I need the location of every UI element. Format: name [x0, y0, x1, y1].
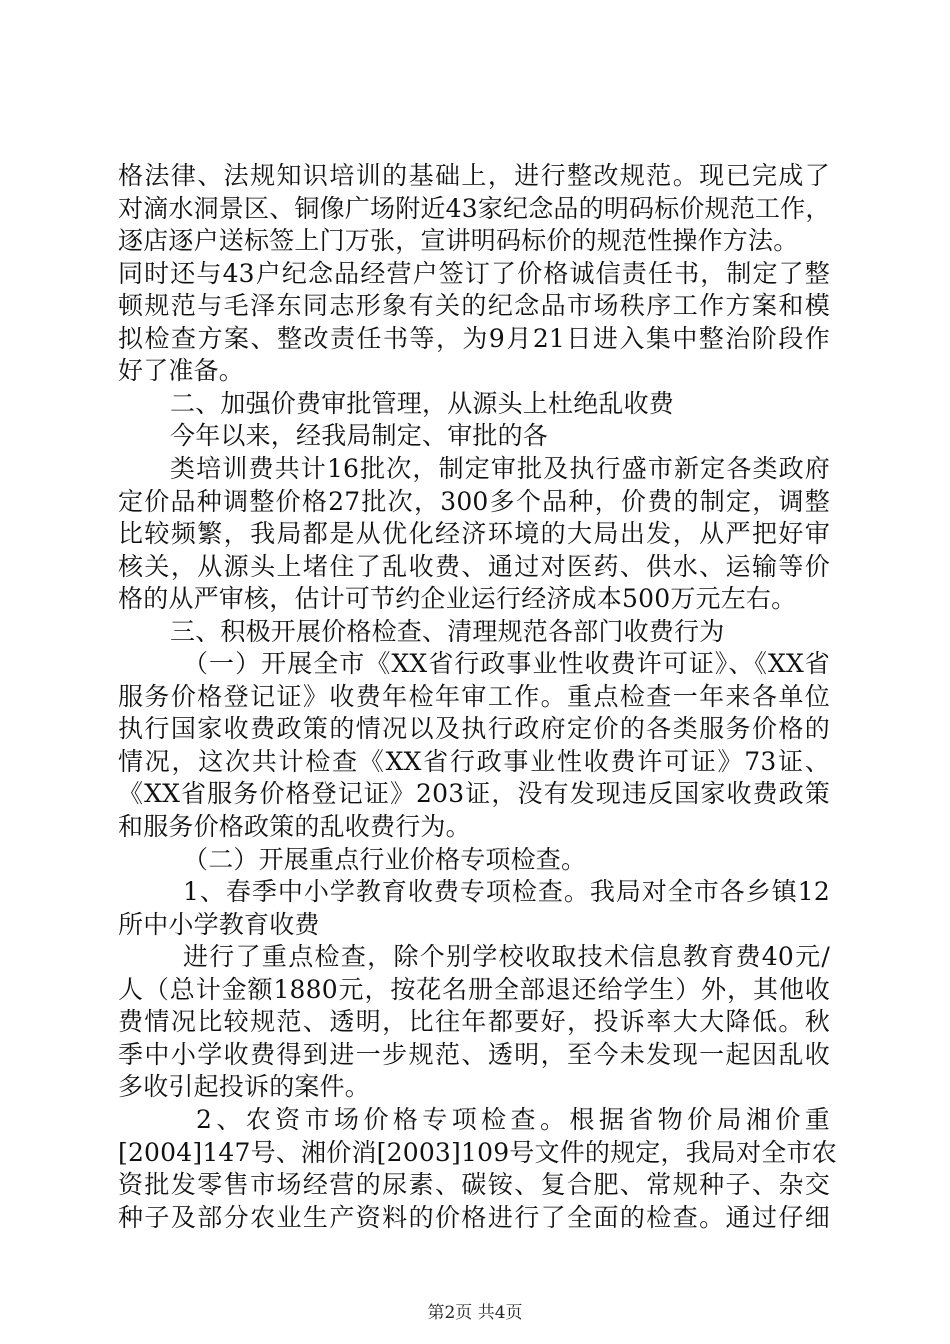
text-line: 进行了重点检查，除个别学校收取技术信息教育费40元/ [183, 942, 830, 971]
text-line: 服务价格登记证》收费年检年审工作。重点检查一年来各单位 [118, 682, 830, 711]
text-line: 今年以来，经我局制定、审批的各 [170, 421, 549, 450]
text-line: （二）开展重点行业价格专项检查。 [183, 845, 587, 874]
text-line: 和服务价格政策的乱收费行为。 [118, 812, 471, 841]
page-footer: 第2页 共4页 [427, 1303, 523, 1323]
text-line: 2、农资市场价格专项检查。根据省物价局湘价重 [196, 1105, 830, 1134]
text-line: 格法律、法规知识培训的基础上，进行整改规范。现已完成了 [118, 161, 830, 190]
text-line: 定价品种调整价格27批次，300多个品种，价费的制定，调整 [118, 487, 830, 516]
text-line: 1、春季中小学教育收费专项检查。我局对全市各乡镇12 [183, 877, 830, 906]
text-line: 对滴水洞景区、铜像广场附近43家纪念品的明码标价规范工作， [118, 194, 831, 223]
text-line: 资批发零售市场经营的尿素、碳铵、复合肥、常规种子、杂交 [118, 1170, 830, 1199]
text-line: 同时还与43户纪念品经营户签订了价格诚信责任书，制定了整 [118, 259, 830, 288]
text-line: 种子及部分农业生产资料的价格进行了全面的检查。通过仔细 [118, 1203, 830, 1232]
text-line: 类培训费共计16批次，制定审批及执行盛市新定各类政府 [170, 454, 830, 483]
text-line: 季中小学收费得到进一步规范、透明，至今未发现一起因乱收 [118, 1040, 830, 1069]
text-line: 所中小学教育收费 [118, 910, 320, 939]
text-line: 人（总计金额1880元，按花名册全部退还给学生）外，其他收 [118, 975, 830, 1004]
text-line: 顿规范与毛泽东同志形象有关的纪念品市场秩序工作方案和模 [118, 291, 830, 320]
text-line: 费情况比较规范、透明，比往年都要好，投诉率大大降低。秋 [118, 1007, 830, 1036]
text-line: 比较频繁，我局都是从优化经济环境的大局出发，从严把好审 [118, 519, 830, 548]
text-line: 多收引起投诉的案件。 [118, 1072, 371, 1101]
text-line: 三、积极开展价格检查、清理规范各部门收费行为 [170, 617, 725, 646]
text-line: [2004]147号、湘价消[2003]109号文件的规定，我局对全市农 [118, 1138, 837, 1167]
text-line: 逐店逐户送标签上门万张，宣讲明码标价的规范性操作方法。 [118, 226, 799, 255]
text-line: 《XX省服务价格登记证》203证，没有发现违反国家收费政策 [118, 779, 830, 808]
text-line: 执行国家收费政策的情况以及执行政府定价的各类服务价格的 [118, 714, 830, 743]
text-line: 拟检查方案、整改责任书等，为9月21日进入集中整治阶段作 [118, 324, 830, 353]
text-line: 好了准备。 [118, 356, 245, 385]
text-line: 情况，这次共计检查《XX省行政事业性收费许可证》73证、 [118, 747, 830, 776]
text-line: 二、加强价费审批管理，从源头上杜绝乱收费 [170, 389, 675, 418]
text-line: 核关，从源头上堵住了乱收费、通过对医药、供水、运输等价 [118, 552, 830, 581]
text-line: 格的从严审核，估计可节约企业运行经济成本500万元左右。 [118, 584, 797, 613]
text-line: （一）开展全市《XX省行政事业性收费许可证》、《XX省 [183, 649, 830, 678]
